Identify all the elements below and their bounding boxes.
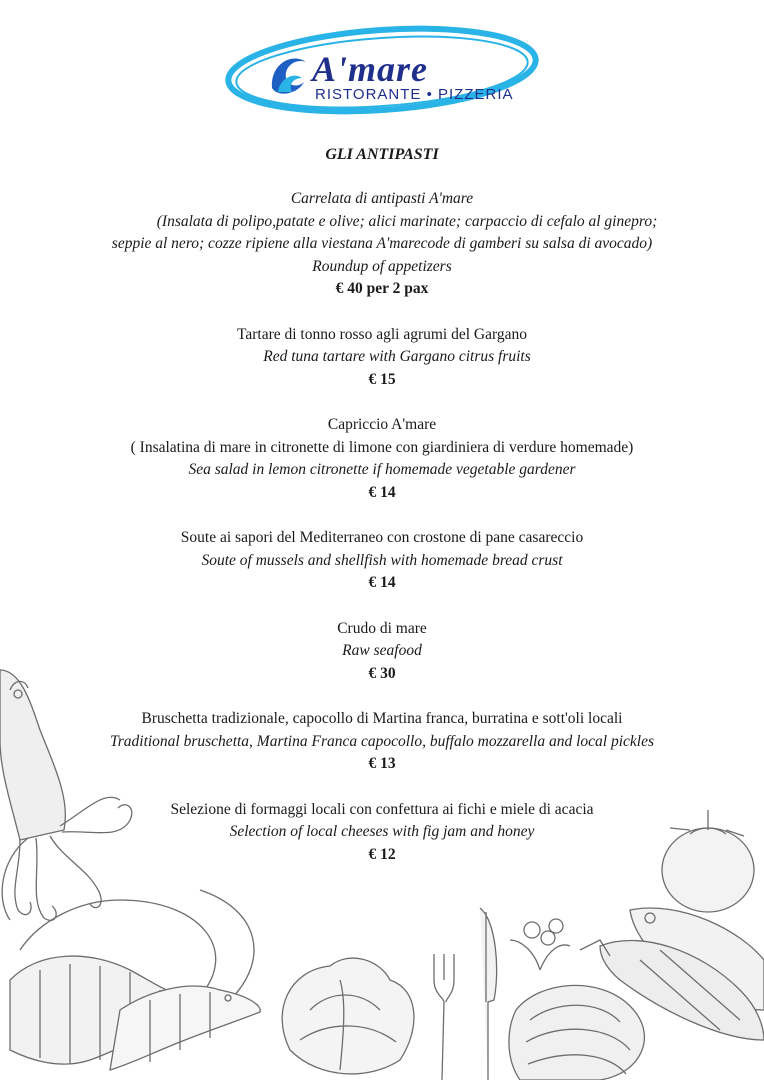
dish-name: Crudo di mare (337, 619, 427, 637)
dish-english: Raw seafood (342, 642, 422, 659)
dish-english: Traditional bruschetta, Martina Franca capocollo, buffalo mozzarella and local pickles (109, 732, 655, 750)
section-title: GLI ANTIPASTI (325, 146, 439, 163)
dish-name: Capriccio A'mare (327, 416, 437, 433)
dish-name: Carrelata di antipasti A'mare (290, 190, 474, 207)
dish-english: Sea salad in lemon citronette if homemade vegetable gardener (188, 461, 576, 478)
salmon-steak-icon (509, 985, 645, 1080)
dish-name: Bruschetta tradizionale, capocollo di Martina franca, burratina e sott'oli locali (141, 710, 623, 727)
dish-description: ( Insalatina di mare in citronette di limone con giardiniera di verdure homemade) (130, 438, 634, 456)
dish-english: Selection of local cheeses with fig jam and honey (229, 823, 535, 840)
dish-english: Soute of mussels and shellfish with homemade bread crust (201, 551, 563, 569)
dish-name: Soute ai sapori del Mediterraneo con crostone di pane casareccio (180, 529, 584, 546)
dish-name: Selezione di formaggi locali con confettura ai fichi e miele di acacia (170, 800, 594, 818)
dish-price: € 40 per 2 pax (335, 280, 429, 297)
dish-price: € 30 (368, 664, 396, 682)
dish-english: Roundup of appetizers (312, 257, 452, 275)
logo-subtitle: RISTORANTE • PIZZERIA (315, 86, 514, 103)
dish-price: € 13 (368, 755, 396, 772)
dish-description: seppie al nero; cozze ripiene alla viestana A'marecode di gamberi su salsa di avocado) (111, 235, 653, 252)
parsley-icon (510, 919, 570, 970)
dish-description: (Insalata di polipo,patate e olive; alici marinate; carpaccio di cefalo al ginepro; (156, 212, 658, 230)
dish-name: Tartare di tonno rosso agli agrumi del Gargano (236, 325, 528, 343)
dish-english: Red tuna tartare with Gargano citrus fruits (263, 348, 531, 365)
fork-knife-icon (434, 908, 497, 1080)
dish-item (0, 527, 764, 595)
dish-price: € 14 (368, 574, 396, 591)
dish-item (0, 324, 764, 392)
dish-price: € 15 (368, 370, 396, 388)
tomato-icon (662, 810, 754, 912)
logo-name: A'mare (312, 49, 429, 89)
food-illustrations (0, 650, 764, 1080)
restaurant-logo (222, 22, 542, 118)
dish-price: € 12 (368, 845, 396, 863)
dish-item (0, 188, 764, 301)
shrimp-icon (10, 890, 260, 1070)
lettuce-icon (282, 958, 414, 1074)
dish-item (0, 414, 764, 504)
dish-price: € 14 (368, 483, 396, 501)
squid-icon (0, 670, 132, 920)
